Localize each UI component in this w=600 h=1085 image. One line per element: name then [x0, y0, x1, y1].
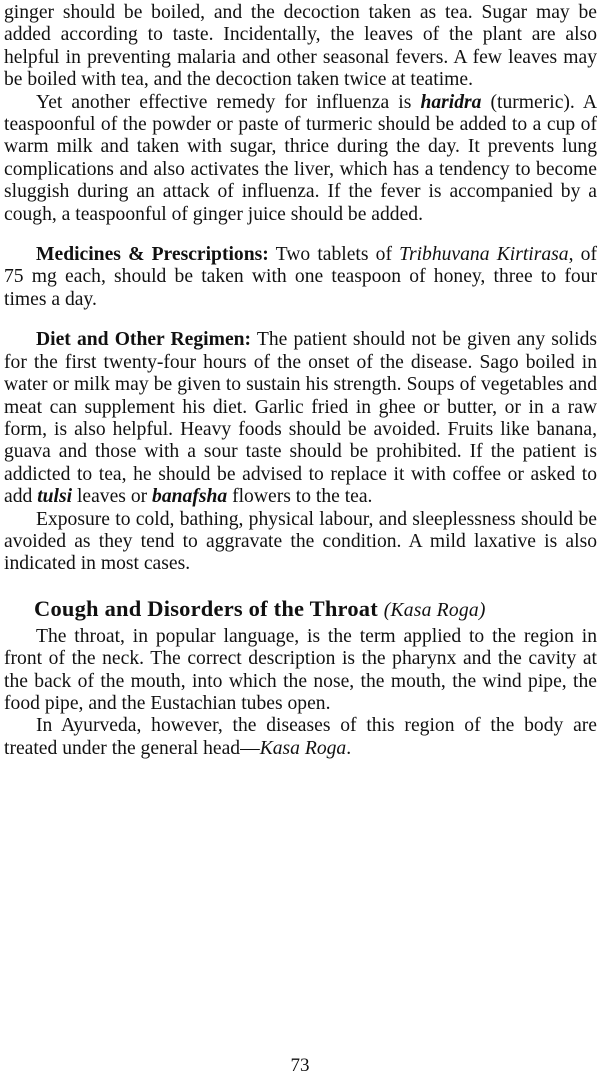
text-run: . — [346, 737, 352, 759]
text-run: flowers to the tea. — [227, 486, 373, 508]
section-heading-cough-throat — [4, 596, 597, 624]
lead-diet-regimen: Diet and Other Regimen: — [36, 329, 252, 351]
paragraph-ayurveda-kasa-roga — [4, 715, 597, 760]
text-run: Two tablets of — [268, 244, 400, 266]
term-haridra: haridra — [420, 91, 482, 113]
paragraph-medicines-prescriptions — [4, 244, 597, 311]
term-tribhuvana-kirtirasa: Tribhuvana Kirtirasa — [399, 244, 569, 266]
paragraph-ginger-decoction: ginger should be boiled, and the decoction taken as tea. Sugar may be added according to taste. Incidentally, the leaves of the plant are also helpful in preventing malaria and other seasonal fevers. A few leaves may be boiled with tea, and the decoction taken twice at teatime. — [4, 2, 597, 91]
text-run: Yet another effective remedy for influenza is — [36, 91, 421, 113]
term-tulsi: tulsi — [37, 486, 73, 508]
paragraph-throat-definition: The throat, in popular language, is the term applied to the region in front of the neck. The correct description is the pharynx and the cavity at the back of the mouth, into which the nose, the mouth, the wind pipe, the food pipe, and the Eustachian tubes open. — [4, 625, 597, 714]
term-banafsha: banafsha — [152, 486, 228, 508]
text-run: , of 75 mg each, should be taken with one teaspoon of honey, three to four times a day. — [4, 244, 597, 310]
section-subtitle: (Kasa Roga) — [383, 599, 486, 621]
page-number: 73 — [290, 1055, 310, 1076]
text-run: (turmeric). A teaspoonful of the powder or paste of turmeric should be added to a cup of warm milk and taken with sugar, thrice during the day. It prevents lung complications and also activates the liver, which has a tendency to become sluggish during an attack of influenza. If the fever is accompanied by a cough, a teaspoonful of ginger juice should be added. — [4, 91, 597, 225]
text-run: The patient should not be given any solids for the first twenty-four hours of the onset of the disease. Sago boiled in water or milk may be given to sustain his strength. Soups of vegetables and meat can supplement his diet. Garlic fried in ghee or butter, or in a raw form, is also helpful. Heavy foods should be avoided. Fruits like banana, guava and those with a sour taste should be prohibited. If the patient is addicted to tea, he should be advised to replace it with coffee or asked to add — [4, 329, 597, 508]
lead-medicines-prescriptions: Medicines & Prescriptions: — [36, 244, 269, 266]
term-kasa-roga: Kasa Roga — [259, 737, 347, 759]
paragraph-diet-regimen — [4, 329, 597, 508]
section-title: Cough and Disorders of the Throat — [34, 595, 378, 621]
paragraph-exposure-cold: Exposure to cold, bathing, physical labour, and sleeplessness should be avoided as they tend to aggravate the condition. A mild laxative is also indicated in most cases. — [4, 508, 597, 575]
text-run: In Ayurveda, however, the diseases of this region of the body are treated under the general head— — [4, 715, 597, 759]
text-run: leaves or — [72, 486, 153, 508]
paragraph-haridra-remedy — [4, 92, 597, 226]
